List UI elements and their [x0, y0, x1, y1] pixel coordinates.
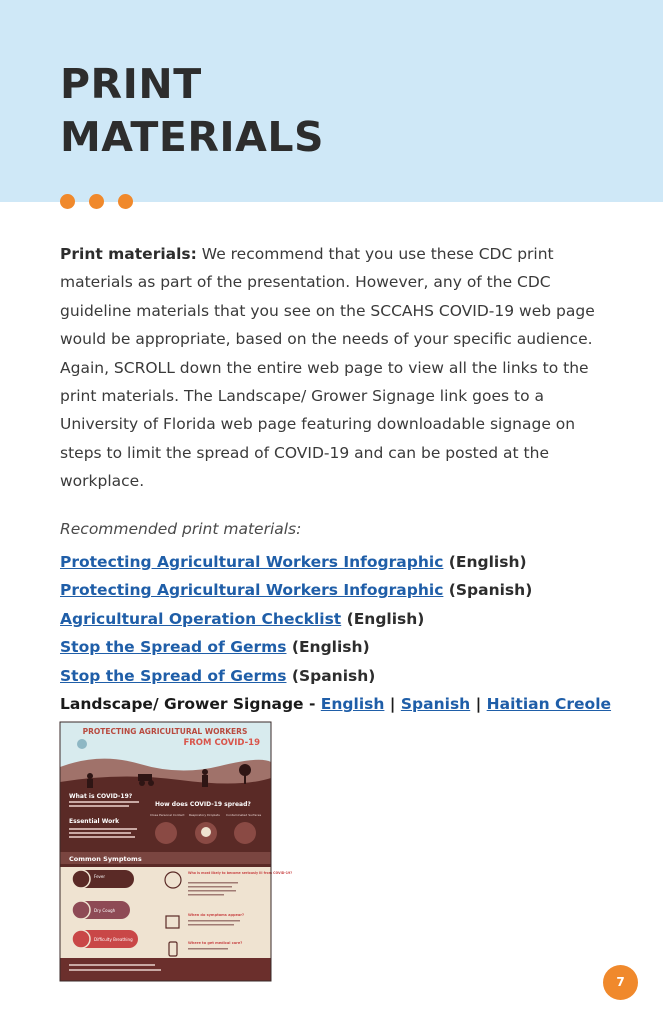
info-who-likely: Who is most likely to become seriously ill from COVID-19? — [188, 871, 293, 875]
spread-label: Respiratory Droplets — [189, 813, 220, 817]
info-when-appear: When do symptoms appear? — [188, 913, 244, 917]
info-common-symptoms: Common Symptoms — [69, 855, 142, 863]
svg-text:Fever: Fever — [94, 874, 106, 879]
svg-text:Dry Cough: Dry Cough — [94, 908, 116, 913]
link-checklist-english[interactable]: Agricultural Operation Checklist — [60, 609, 342, 628]
link-signage-spanish[interactable]: Spanish — [400, 694, 471, 713]
info-where-care: Where to get medical care? — [188, 941, 243, 945]
page-number-badge: 7 — [603, 965, 638, 1000]
link-protecting-workers-spanish[interactable]: Protecting Agricultural Workers Infographic — [60, 581, 444, 600]
info-title-2: FROM COVID-19 — [183, 738, 260, 748]
surfaces-icon — [234, 822, 256, 844]
intro-paragraph — [60, 240, 620, 496]
page-title-line1: PRINT — [60, 60, 202, 108]
symptom-difficulty-breathing — [72, 930, 138, 948]
link-signage-haitian-creole[interactable]: Haitian Creole — [486, 694, 612, 713]
dot-icon — [89, 194, 104, 209]
separator: | — [470, 694, 487, 713]
page-title — [60, 58, 324, 164]
list-item — [60, 605, 611, 633]
link-stop-spread-english[interactable]: Stop the Spread of Germs — [60, 638, 287, 657]
list-item — [60, 662, 611, 690]
link-signage-english[interactable]: English — [320, 694, 385, 713]
contact-icon — [155, 822, 177, 844]
language-label: (English) — [286, 638, 370, 657]
spread-label: Contaminated Surfaces — [226, 813, 262, 817]
language-label: (English) — [443, 553, 527, 571]
virus-icon — [77, 739, 87, 749]
intro-text: We recommend that you use these CDC print materials as part of the presentation. However, any of the CDC guideline materials that you see on the SCCAHS COVID-19 web page would be appropriate, based on the needs of your specific audience. Again, SCROLL down the entire web page to view all the links to the print materials. The Landscape/ Grower Signage link goes to a University of Florida web page featuring downloadable signage on steps to limit the spread of COVID-19 and can be posted at the workplace. — [60, 245, 595, 491]
list-item — [60, 633, 611, 661]
language-label: (English) — [341, 609, 425, 628]
symptom-dry-cough — [72, 901, 130, 919]
list-item — [60, 576, 611, 604]
symptom-fever — [72, 870, 134, 888]
dot-icon — [60, 194, 75, 209]
link-protecting-workers-english[interactable]: Protecting Agricultural Workers Infographic — [60, 553, 444, 571]
intro-lead: Print materials: — [60, 245, 197, 263]
info-title-1: PROTECTING AGRICULTURAL WORKERS — [82, 727, 248, 736]
page-title-line2: MATERIALS — [60, 113, 325, 161]
language-label: (Spanish) — [286, 666, 376, 685]
materials-list — [60, 548, 611, 718]
link-stop-spread-spanish[interactable]: Stop the Spread of Germs — [60, 666, 287, 685]
info-what-is: What is COVID-19? — [69, 793, 133, 800]
list-item — [60, 548, 611, 576]
signage-row — [60, 690, 611, 718]
info-how-spread: How does COVID-19 spread? — [155, 801, 251, 808]
svg-text:Difficulty Breathing: Difficulty Breathing — [94, 937, 133, 942]
separator: | — [384, 694, 401, 713]
decorative-dots — [60, 194, 147, 209]
recommended-label: Recommended print materials: — [60, 520, 302, 538]
spread-label: Close Personal Contact — [150, 813, 185, 817]
signage-label: Landscape/ Grower Signage - — [60, 694, 321, 713]
dot-icon — [118, 194, 133, 209]
info-essential-work: Essential Work — [69, 818, 120, 825]
infographic-thumbnail[interactable] — [60, 722, 293, 981]
language-label: (Spanish) — [443, 581, 533, 600]
